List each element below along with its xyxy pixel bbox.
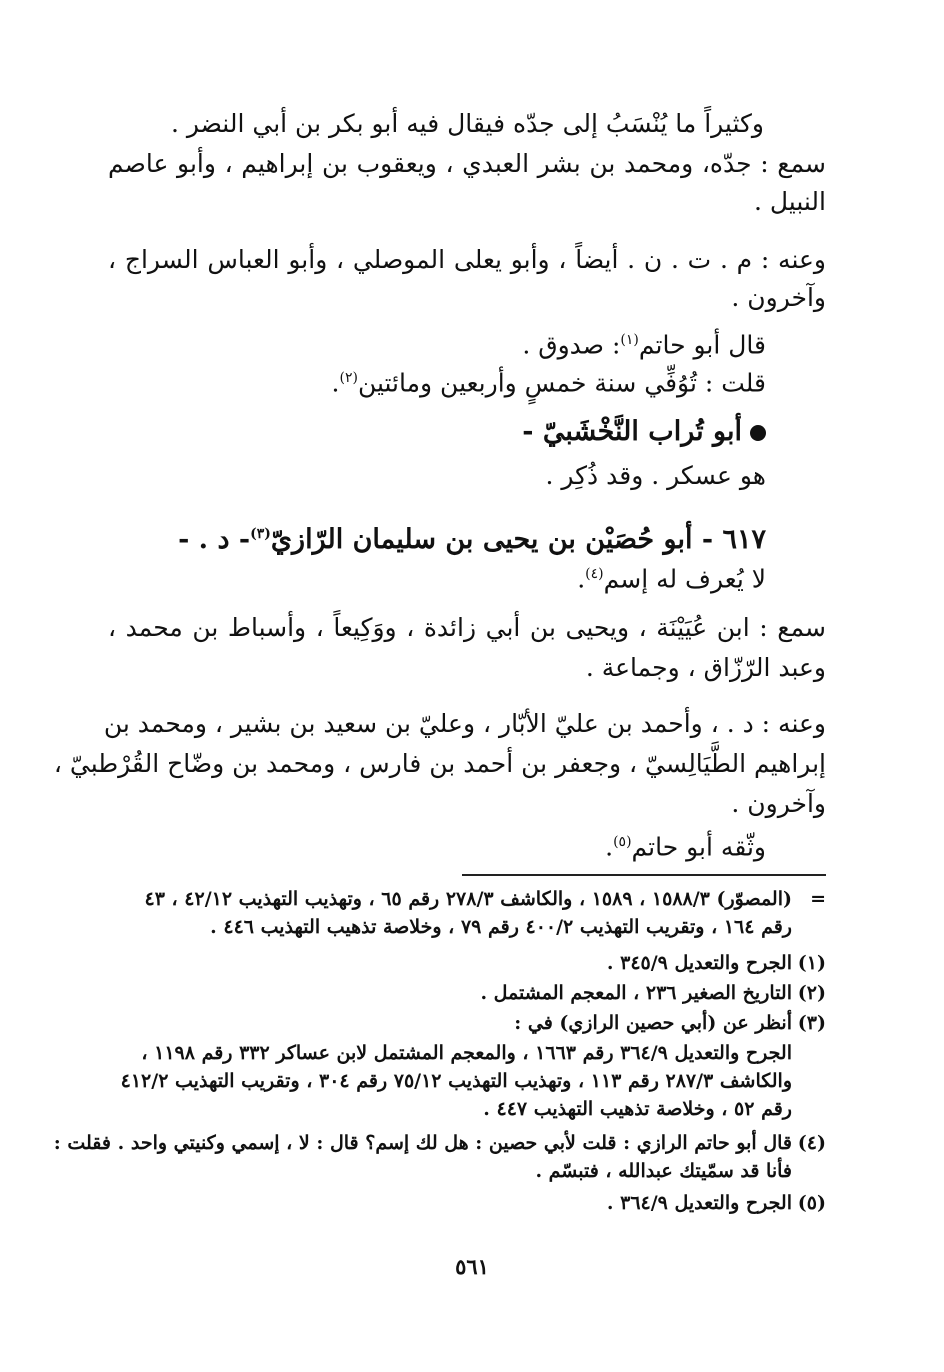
footnote-1 (116, 950, 826, 977)
text-line: وعنه : م . ت . ن . أيضاً ، وأبو يعلى الموصلي ، وأبو العباس السراج ، (108, 245, 826, 274)
footnote-text: التاريخ الصغير ٢٣٦ ، المعجم المشتمل . (480, 982, 792, 1004)
footnote-line: والكاشف ٢٨٧/٣ رقم ١١٣ ، وتهذيب التهذيب ٧٥/١٢ رقم ٣٠٤ ، وتقريب التهذيب ٤١٢/٢ (120, 1070, 792, 1092)
text-run: وثّقه أبو حاتم (631, 832, 766, 862)
text-run: - د . - (178, 524, 251, 555)
text-line: سمع : جدّه، ومحمد بن بشر العبدي ، ويعقوب بن إبراهيم ، وأبو عاصم (108, 149, 826, 178)
footnote-ref: (١) (620, 332, 639, 348)
text-line: وعنه : د . ، وأحمد بن عليّ الأبّار ، وعليّ بن سعيد بن بشير ، ومحمد بن (103, 709, 826, 738)
text-run: . (331, 368, 340, 398)
text-line: وكثيراً ما يُنْسَبُ إلى جدّه فيقال فيه أبو بكر بن أبي النضر . (170, 109, 764, 138)
footnote-5 (116, 1190, 826, 1217)
text-line: وعبد الرّزّاق ، وجماعة . (585, 653, 826, 682)
footnote-number: (٣) (797, 1012, 826, 1034)
footnote-number: (٥) (797, 1192, 826, 1214)
text-run: : صدوق . (522, 330, 621, 360)
page-number: ٥٦١ (455, 1254, 489, 1279)
footnote-ref: (٤) (585, 566, 604, 582)
text-line: وآخرون . (731, 283, 826, 312)
text-line: إبراهيم الطَّيَالِسيّ ، وجعفر بن أحمد بن فارس ، ومحمد بن وضّاح القُرْطبيّ ، (53, 749, 826, 778)
text-run: أبو تُراب النَّخْشَبيّ - (522, 416, 742, 447)
footnote-divider (462, 874, 826, 876)
text-run: ٦١٧ - أبو حُصَيْن بن يحيى بن سليمان الرّازيّ (270, 524, 766, 555)
text-run: قال أبو حاتم (638, 330, 766, 360)
entry-heading (108, 518, 826, 556)
footnote-ref: (٥) (613, 834, 632, 850)
footnote-line: فأنا قد سمّيتك عبدالله ، فتبسّم . (535, 1160, 792, 1182)
footnote-3 (116, 1010, 826, 1037)
text-line (108, 362, 826, 399)
continuation-mark: = (810, 888, 826, 910)
text-line (108, 324, 826, 361)
bullet-icon (750, 425, 766, 441)
text-line: النبيل . (753, 187, 826, 216)
footnote-4 (53, 1130, 826, 1157)
footnote-number: (٢) (797, 982, 826, 1004)
text-line (108, 558, 826, 595)
footnote-text: الجرح والتعديل ٣٤٥/٩ . (606, 952, 792, 974)
text-run: . (605, 832, 614, 862)
footnote-continued (116, 886, 826, 913)
footnote-line: رقم ١٦٤ ، وتقريب التهذيب ٤٠٠/٢ رقم ٧٩ ، وخلاصة تذهيب التهذيب ٤٤٦ . (210, 916, 792, 938)
footnote-number: (٤) (797, 1132, 826, 1154)
text-run: . (577, 564, 586, 594)
footnote-ref: (٢) (339, 370, 358, 386)
footnote-number: (١) (797, 952, 826, 974)
text-line: سمع : ابن عُيَيْنَة ، ويحيى بن أبي زائدة ، ووَكِيعاً ، وأسباط بن محمد ، (108, 613, 826, 642)
footnote-line: رقم ٥٢ ، وخلاصة تذهيب التهذيب ٤٤٧ . (483, 1098, 792, 1120)
footnote-text: أنظر عن (أبي حصين الرازي) في : (514, 1012, 792, 1034)
text-line: هو عسكر . وقد ذُكِر . (545, 461, 766, 490)
text-run: قلت : تُوُفِّي سنة خمسٍ وأربعين ومائتين (357, 368, 766, 398)
text-line: وآخرون . (731, 789, 826, 818)
footnote-text: (المصوّر) ١٥٨٨/٣ ، ١٥٨٩ ، والكاشف ٢٧٨/٣ رقم ٦٥ ، وتهذيب التهذيب ٤٢/١٢ ، ٤٣ (144, 888, 792, 910)
footnote-text: قال أبو حاتم الرازي : قلت لأبي حصين : هل لك إسم؟ قال : لا ، إسمي وكنيتي واحد . فقلت : (53, 1132, 792, 1154)
footnote-ref: (٣) (250, 526, 271, 542)
text-line (108, 826, 826, 863)
footnote-2 (116, 980, 826, 1007)
footnote-line: الجرح والتعديل ٣٦٤/٩ رقم ١٦٦٣ ، والمعجم المشتمل لابن عساكر ٣٣٢ رقم ١١٩٨ ، (141, 1042, 792, 1064)
entry-heading (108, 416, 826, 448)
text-run: لا يُعرف له إسم (603, 564, 766, 594)
footnote-text: الجرح والتعديل ٣٦٤/٩ . (606, 1192, 792, 1214)
